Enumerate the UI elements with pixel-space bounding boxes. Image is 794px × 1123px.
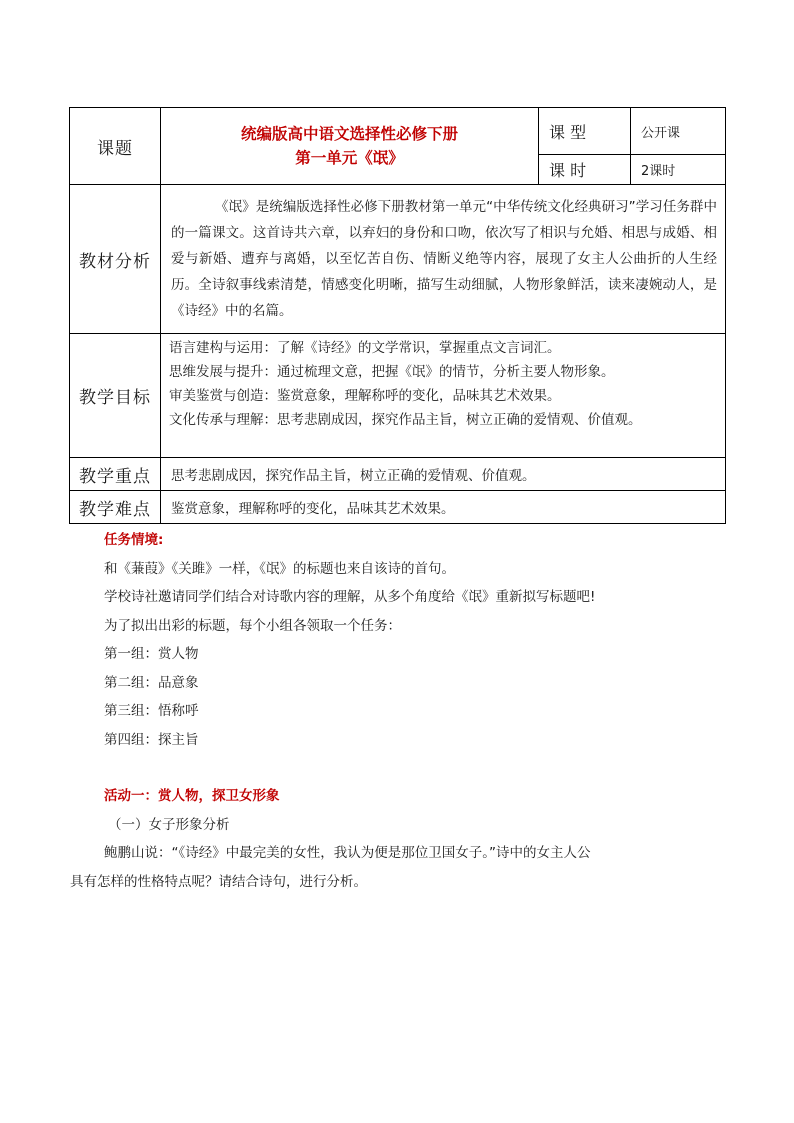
task-heading: 任务情境: xyxy=(104,532,164,548)
activity-heading: 活动一：赏人物，探卫女形象 xyxy=(104,788,280,804)
task-group-item: 第二组：品意象 xyxy=(104,674,199,691)
difficult-points-text: 鉴赏意象，理解称呼的变化，品味其艺术效果。 xyxy=(161,491,726,524)
analysis-text-cell xyxy=(161,185,726,334)
task-group-item: 第三组：悟称呼 xyxy=(104,703,199,719)
goals-label: 教学目标 xyxy=(70,334,161,458)
lesson-title xyxy=(161,108,539,185)
task-line: 为了拟出出彩的标题，每个小组各领取一个任务： xyxy=(104,617,401,634)
key-points-label: 教学重点 xyxy=(70,458,161,491)
type-value: 公开课 xyxy=(631,108,726,155)
lesson-plan-table xyxy=(69,107,726,524)
hours-label: 课 时 xyxy=(539,155,631,185)
goals-cell xyxy=(161,334,726,458)
hours-value: 2课时 xyxy=(631,155,726,185)
difficult-points-label: 教学难点 xyxy=(70,491,161,524)
activity-subheading: （一）女子形象分析 xyxy=(108,816,230,833)
activity-paragraph-line: 鲍鹏山说：“《诗经》中最完美的女性，我认为便是那位卫国女子。”诗中的女主人公 xyxy=(104,845,591,861)
activity-continuation xyxy=(70,868,690,897)
type-label: 课 型 xyxy=(539,108,631,155)
lesson-title-line1: 统编版高中语文选择性必修下册 xyxy=(240,125,458,143)
task-group-item: 第一组：赏人物 xyxy=(104,646,199,662)
goal-item: 思维发展与提升：通过梳理文意，把握《氓》的情节，分析主要人物形象。 xyxy=(169,364,615,380)
task-line: 学校诗社邀请同学们结合对诗歌内容的理解，从多个角度给《氓》重新拟写标题吧! xyxy=(104,589,596,605)
task-section xyxy=(104,526,724,868)
goal-item: 语言建构与运用：了解《诗经》的文学常识，掌握重点文言词汇。 xyxy=(169,340,561,356)
analysis-text: 《氓》是统编版选择性必修下册教材第一单元“中华传统文化经典研习”学习任务群中的一篇课文。这首诗共六章，以弃妇的身份和口吻，依次写了相识与允婚、相思与成婚、相爱与新婚、遭弃与离婚，以至忆苦自伤、情断义绝等内容，展现了女主人公曲折的人生经历。全诗叙事线索清楚，情感变化明晰，描写生动细腻，人物形象鲜活，读来凄婉动人，是《诗经》中的名篇。 xyxy=(171,199,717,319)
analysis-label: 教材分析 xyxy=(70,185,161,334)
course-label: 课题 xyxy=(70,108,161,185)
goal-item: 审美鉴赏与创造：鉴赏意象，理解称呼的变化，品味其艺术效果。 xyxy=(169,388,561,404)
activity-paragraph-line: 具有怎样的性格特点呢？请结合诗句，进行分析。 xyxy=(70,874,367,890)
key-points-text: 思考悲剧成因，探究作品主旨，树立正确的爱情观、价值观。 xyxy=(161,458,726,491)
task-group-item: 第四组：探主旨 xyxy=(104,731,199,748)
goal-item: 文化传承与理解：思考悲剧成因，探究作品主旨，树立正确的爱情观、价值观。 xyxy=(169,412,642,428)
task-line: 和《蒹葭》《关雎》一样，《氓》的标题也来自该诗的首句。 xyxy=(104,560,455,577)
lesson-title-line2: 第一单元《氓》 xyxy=(295,149,404,167)
